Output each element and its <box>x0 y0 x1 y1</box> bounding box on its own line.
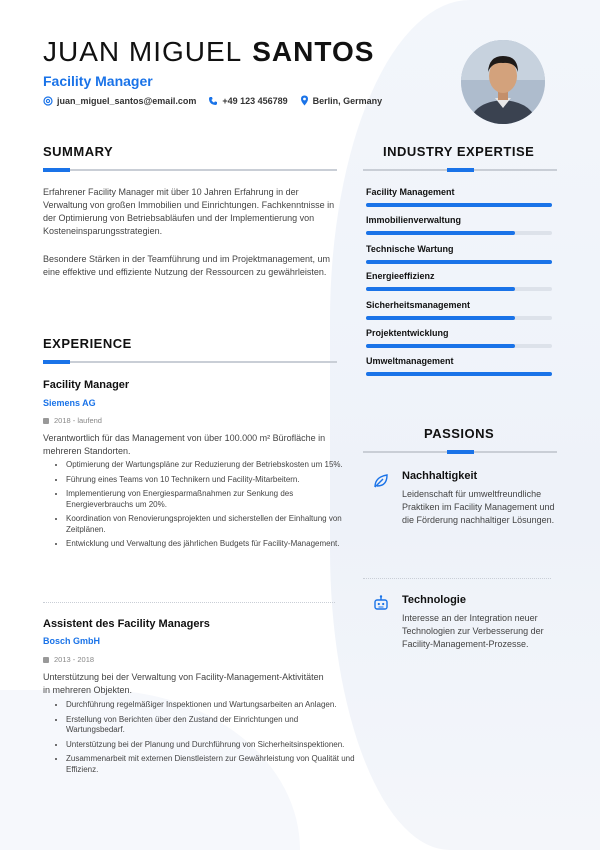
skill-bar <box>366 287 552 291</box>
skill-bar <box>366 203 552 207</box>
section-accent <box>447 168 474 172</box>
profile-photo <box>461 40 545 124</box>
background-shape <box>330 0 600 850</box>
contact-row <box>43 95 382 106</box>
skill-bar-fill <box>366 231 515 235</box>
skill-bar-fill <box>366 316 515 320</box>
skill-name: Energieeffizienz <box>366 271 435 281</box>
job-date <box>43 416 102 425</box>
candidate-name <box>43 36 374 68</box>
summary-heading: SUMMARY <box>43 144 114 159</box>
summary-paragraph: Erfahrener Facility Manager mit über 10 Jahren Erfahrung in der Verwaltung von großen Immobilien und Einrichtungen. Fachkenntnisse in der Optimierung von Betriebsabläufen und der Implementierung von Kosteneinsparungsstrategien. <box>43 187 335 236</box>
list-item: • Unterstützung bei der Planung und Durchführung von Sicherheitsinspektionen. <box>66 740 358 751</box>
skill-name: Projektentwicklung <box>366 328 449 338</box>
skill-bar <box>366 372 552 376</box>
job-date-text: 2018 - laufend <box>54 416 102 425</box>
section-accent <box>43 360 70 364</box>
job-bullets <box>43 700 358 779</box>
experience-heading: EXPERIENCE <box>43 336 132 351</box>
passions-heading: PASSIONS <box>424 426 495 441</box>
passion-description: Leidenschaft für umweltfreundliche Praktiken im Facility Management und die Förderung nachhaltiger Lösungen. <box>402 489 555 525</box>
email-contact[interactable] <box>43 95 196 106</box>
section-divider <box>43 169 337 171</box>
location-pin-icon <box>300 95 309 106</box>
passion-description: Interesse an der Integration neuer Technologien zur Verbesserung der Facility-Management-Prozesse. <box>402 613 544 649</box>
job-bullets <box>43 460 358 554</box>
skill-bar-fill <box>366 287 515 291</box>
job-description: Verantwortlich für das Management von über 100.000 m² Bürofläche in mehreren Standorten. <box>43 433 326 456</box>
skill-bar <box>366 316 552 320</box>
location-contact <box>300 95 383 106</box>
job-role: Facility Manager <box>43 73 153 89</box>
skill-bar <box>366 344 552 348</box>
skill-name: Sicherheitsmanagement <box>366 300 471 310</box>
job-title: Facility Manager <box>43 379 130 391</box>
last-name: SANTOS <box>252 36 375 67</box>
robot-icon <box>372 594 390 612</box>
job-title: Assistent des Facility Managers <box>43 618 210 630</box>
list-item: • Optimierung der Wartungspläne zur Reduzierung der Betriebskosten um 15%. <box>66 460 358 471</box>
skill-name: Facility Management <box>366 187 455 197</box>
list-item: • Durchführung regelmäßiger Inspektionen und Wartungsarbeiten an Anlagen. <box>66 700 358 711</box>
skill-bar <box>366 260 552 264</box>
list-item: • Entwicklung und Verwaltung des jährlichen Budgets für Facility-Management. <box>66 539 358 550</box>
list-item: • Koordination von Renovierungsprojekten und sicherstellen der Einhaltung von Zeitplänen. <box>66 514 358 535</box>
skill-bar-fill <box>366 344 515 348</box>
list-item: • Erstellung von Berichten über den Zustand der Einrichtungen und Wartungsbedarf. <box>66 715 358 736</box>
phone-text: +49 123 456789 <box>222 95 288 106</box>
summary-paragraph: Besondere Stärken in der Teamführung und im Projektmanagement, um eine effektive und effiziente Nutzung der Ressourcen zu gewährleisten. <box>43 254 330 277</box>
phone-icon <box>208 96 218 106</box>
at-icon <box>43 96 53 106</box>
job-description: Unterstützung bei der Verwaltung von Facility-Management-Aktivitäten in mehreren Objekten. <box>43 672 324 695</box>
list-item: • Zusammenarbeit mit externen Dienstleistern zur Gewährleistung von Qualität und Effizienz. <box>66 754 358 775</box>
skill-name: Immobilienverwaltung <box>366 215 462 225</box>
skill-name: Umweltmanagement <box>366 356 454 366</box>
passion-title: Nachhaltigkeit <box>402 470 478 482</box>
leaf-icon <box>372 472 390 490</box>
skill-bar <box>366 231 552 235</box>
list-item: • Implementierung von Energiesparmaßnahmen zur Senkung des Energieverbrauchs um 20%. <box>66 489 358 510</box>
section-divider <box>43 361 337 363</box>
calendar-icon <box>43 418 49 424</box>
passion-separator <box>363 578 551 579</box>
skill-name: Technische Wartung <box>366 244 454 254</box>
job-date-text: 2013 - 2018 <box>54 655 95 664</box>
phone-contact[interactable] <box>208 95 287 106</box>
job-date <box>43 655 94 664</box>
list-item: • Führung eines Teams von 10 Technikern und Facility-Mitarbeitern. <box>66 475 358 486</box>
section-accent <box>43 168 70 172</box>
passion-title: Technologie <box>402 594 466 606</box>
job-separator <box>43 602 335 603</box>
job-company: Siemens AG <box>43 398 96 408</box>
expertise-heading: INDUSTRY EXPERTISE <box>383 144 535 159</box>
location-text: Berlin, Germany <box>312 95 383 106</box>
first-name: JUAN MIGUEL <box>43 36 243 67</box>
section-accent <box>447 450 474 454</box>
skill-bar-fill <box>366 203 552 207</box>
skill-bar-fill <box>366 260 552 264</box>
job-company: Bosch GmbH <box>43 636 101 646</box>
email-text: juan_miguel_santos@email.com <box>57 95 197 106</box>
calendar-icon <box>43 657 49 663</box>
skill-bar-fill <box>366 372 552 376</box>
